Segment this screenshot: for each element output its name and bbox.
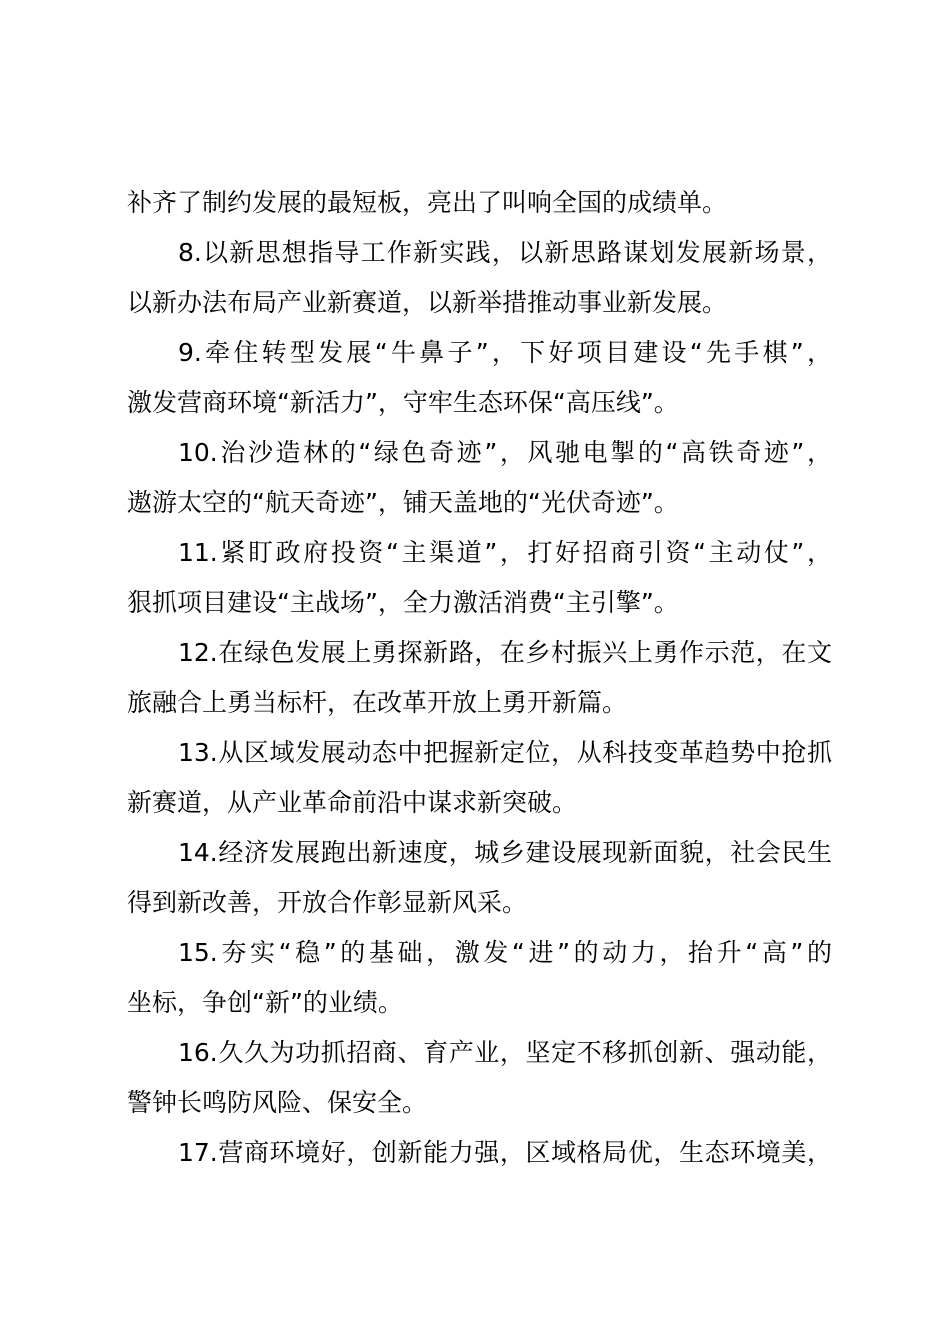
text-line: 8.以新思想指导工作新实践，以新思路谋划发展新场景， xyxy=(178,238,832,267)
text-line: 13.从区域发展动态中把握新定位，从科技变革趋势中抢抓 xyxy=(178,738,832,767)
text-line: 16.久久为功抓招商、育产业，坚定不移抓创新、强动能， xyxy=(178,1038,832,1067)
text-line: 17.营商环境好，创新能力强，区域格局优，生态环境美， xyxy=(178,1138,832,1167)
text-line: 补齐了制约发展的最短板，亮出了叫响全国的成绩单。 xyxy=(127,188,728,217)
text-line: 15.夯实“稳”的基础，激发“进”的动力，抬升“高”的 xyxy=(178,938,832,967)
document-body xyxy=(127,178,832,1178)
text-line: 坐标，争创“新”的业绩。 xyxy=(127,988,403,1017)
text-line: 以新办法布局产业新赛道，以新举措推动事业新发展。 xyxy=(127,288,728,317)
text-line: 得到新改善，开放合作彰显新风采。 xyxy=(127,888,528,917)
text-line: 警钟长鸣防风险、保安全。 xyxy=(127,1088,428,1117)
text-line: 14.经济发展跑出新速度，城乡建设展现新面貌，社会民生 xyxy=(178,838,832,867)
text-line: 9.牵住转型发展“牛鼻子”，下好项目建设“先手棋”， xyxy=(178,338,832,367)
text-line: 狠抓项目建设“主战场”，全力激活消费“主引擎”。 xyxy=(127,588,679,617)
text-line: 11.紧盯政府投资“主渠道”，打好招商引资“主动仗”， xyxy=(178,538,832,567)
text-line: 遨游太空的“航天奇迹”，铺天盖地的“光伏奇迹”。 xyxy=(127,488,679,517)
text-line: 12.在绿色发展上勇探新路，在乡村振兴上勇作示范，在文 xyxy=(178,638,832,667)
text-line: 10.治沙造林的“绿色奇迹”，风驰电掣的“高铁奇迹”， xyxy=(178,438,832,467)
text-line: 旅融合上勇当标杆，在改革开放上勇开新篇。 xyxy=(127,688,628,717)
text-line: 激发营商环境“新活力”，守牢生态环保“高压线”。 xyxy=(127,388,679,417)
text-line: 新赛道，从产业革命前沿中谋求新突破。 xyxy=(127,788,578,817)
